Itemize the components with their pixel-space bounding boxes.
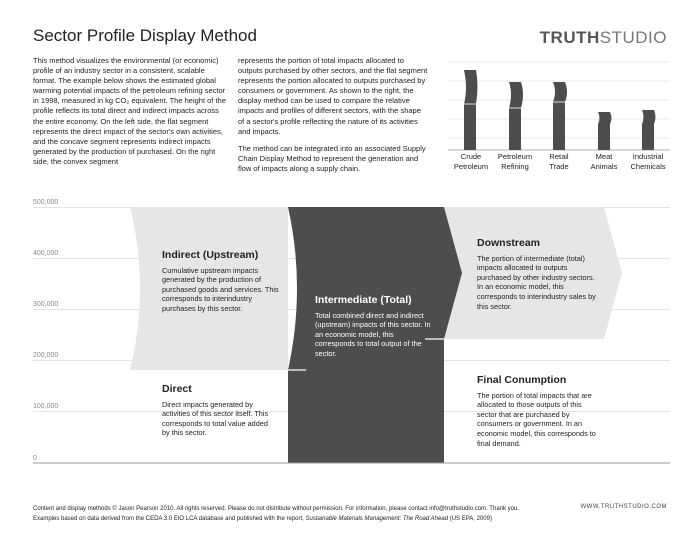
mini-label-line: Chemicals: [630, 161, 666, 171]
y-tick-label: 0: [33, 455, 37, 462]
block-title: Downstream: [477, 237, 541, 249]
block-description: The portion of intermediate (total) impacts allocated to outputs purchased by other industry sectors. In an economic model, this corresponds to interindustry sales by this sector.: [477, 253, 596, 311]
block-title: Indirect (Upstream): [162, 249, 259, 261]
block-title: Final Conumption: [477, 374, 567, 386]
footer-source-suffix: (US EPA, 2009): [448, 516, 492, 522]
footer-source: [33, 514, 519, 524]
footer-source-title: Sustainable Materials Management: The Road Ahead: [305, 516, 449, 522]
footer-credits: [33, 504, 519, 524]
mini-label-line: Crude: [460, 152, 482, 161]
mini-label-line: Refining: [501, 161, 529, 171]
footer-url-link[interactable]: WWW.TRUTHSTUDIO.COM: [580, 504, 667, 510]
direct-label: [162, 385, 274, 438]
block-description: Direct impacts generated by activities of this sector itself. This corresponds to total value added by this sector.: [162, 399, 269, 438]
block-description: Total combined direct and indirect (upstream) impacts of this sector. In an economic model, this corresponds to total output of the sector.: [315, 310, 431, 358]
y-tick-label: 400,000: [33, 250, 59, 257]
final-consumption-label: [477, 376, 599, 448]
mini-label-line: Animals: [590, 161, 618, 171]
y-tick-label: 300,000: [33, 301, 59, 308]
mini-label-line: Retail: [549, 152, 569, 161]
indirect-upstream-label: [162, 251, 280, 314]
intro-paragraph: This method visualizes the environmental (or economic) profile of an industry sector in a consistent, scalable format. The example below shows the estimated global warming potential impacts of the petroleum refining sector in 1998, measured in kg CO₂ equivalent. The height of the profile reflects its total direct and indirect impacts across the entire economy. On the left side, the flat segment represents the direct impact of the sector's own activities, and the concave segment represents indirect impacts generated by the production of purchased. On the right side, the convex segment: [33, 56, 226, 166]
footer-source-prefix: Examples based on data derived from the CEDA 3.0 EIO LCA database and published with the report,: [33, 516, 306, 522]
mini-label-line: Petroleum: [497, 152, 533, 161]
mini-label-line: Trade: [549, 161, 569, 171]
y-tick-label: 100,000: [33, 403, 59, 410]
mini-label-line: Industrial: [632, 152, 664, 161]
footer-copyright: Content and display methods © Jason Pearson 2010. All rights reserved. Please do not distribute without permission. For information, please contact info@truthstudio.com. Thank you.: [33, 506, 519, 512]
mini-label-line: Petroleum: [453, 161, 489, 171]
block-title: Intermediate (Total): [315, 294, 412, 306]
brand-light: STUDIO: [599, 28, 667, 47]
block-title: Direct: [162, 383, 192, 395]
mini-label-line: Meat: [595, 152, 613, 161]
y-tick-label: 500,000: [33, 199, 59, 206]
brand-bold: TRUTH: [539, 28, 600, 47]
intermediate-total-label: [315, 296, 433, 359]
page-title: Sector Profile Display Method: [33, 26, 257, 45]
block-description: The portion of total impacts that are allocated to those outputs of this sector that are purchased by consumers or government. In an economic model, this corresponds to final demand.: [477, 390, 596, 448]
intro-paragraph: represents the portion of total impacts allocated to outputs purchased by other sectors, and the flat segment represents the portion allocated to outputs purchased by consumers or government. As shown to the right, the display method can be used to compare the relative impacts and profiles of different sectors, with the shape of a sector's profile reflecting the nature of its activities and impacts.: [238, 56, 428, 136]
downstream-label: [477, 239, 599, 311]
intro-paragraph: The method can be integrated into an associated Supply Chain Display Method to represent the generation and flow of impacts along a supply chain.: [238, 143, 426, 173]
y-tick-label: 200,000: [33, 352, 59, 359]
block-description: Cumulative upstream impacts generated by the production of purchased goods and services. This corresponds to interindustry purchases by this sector.: [162, 265, 279, 313]
